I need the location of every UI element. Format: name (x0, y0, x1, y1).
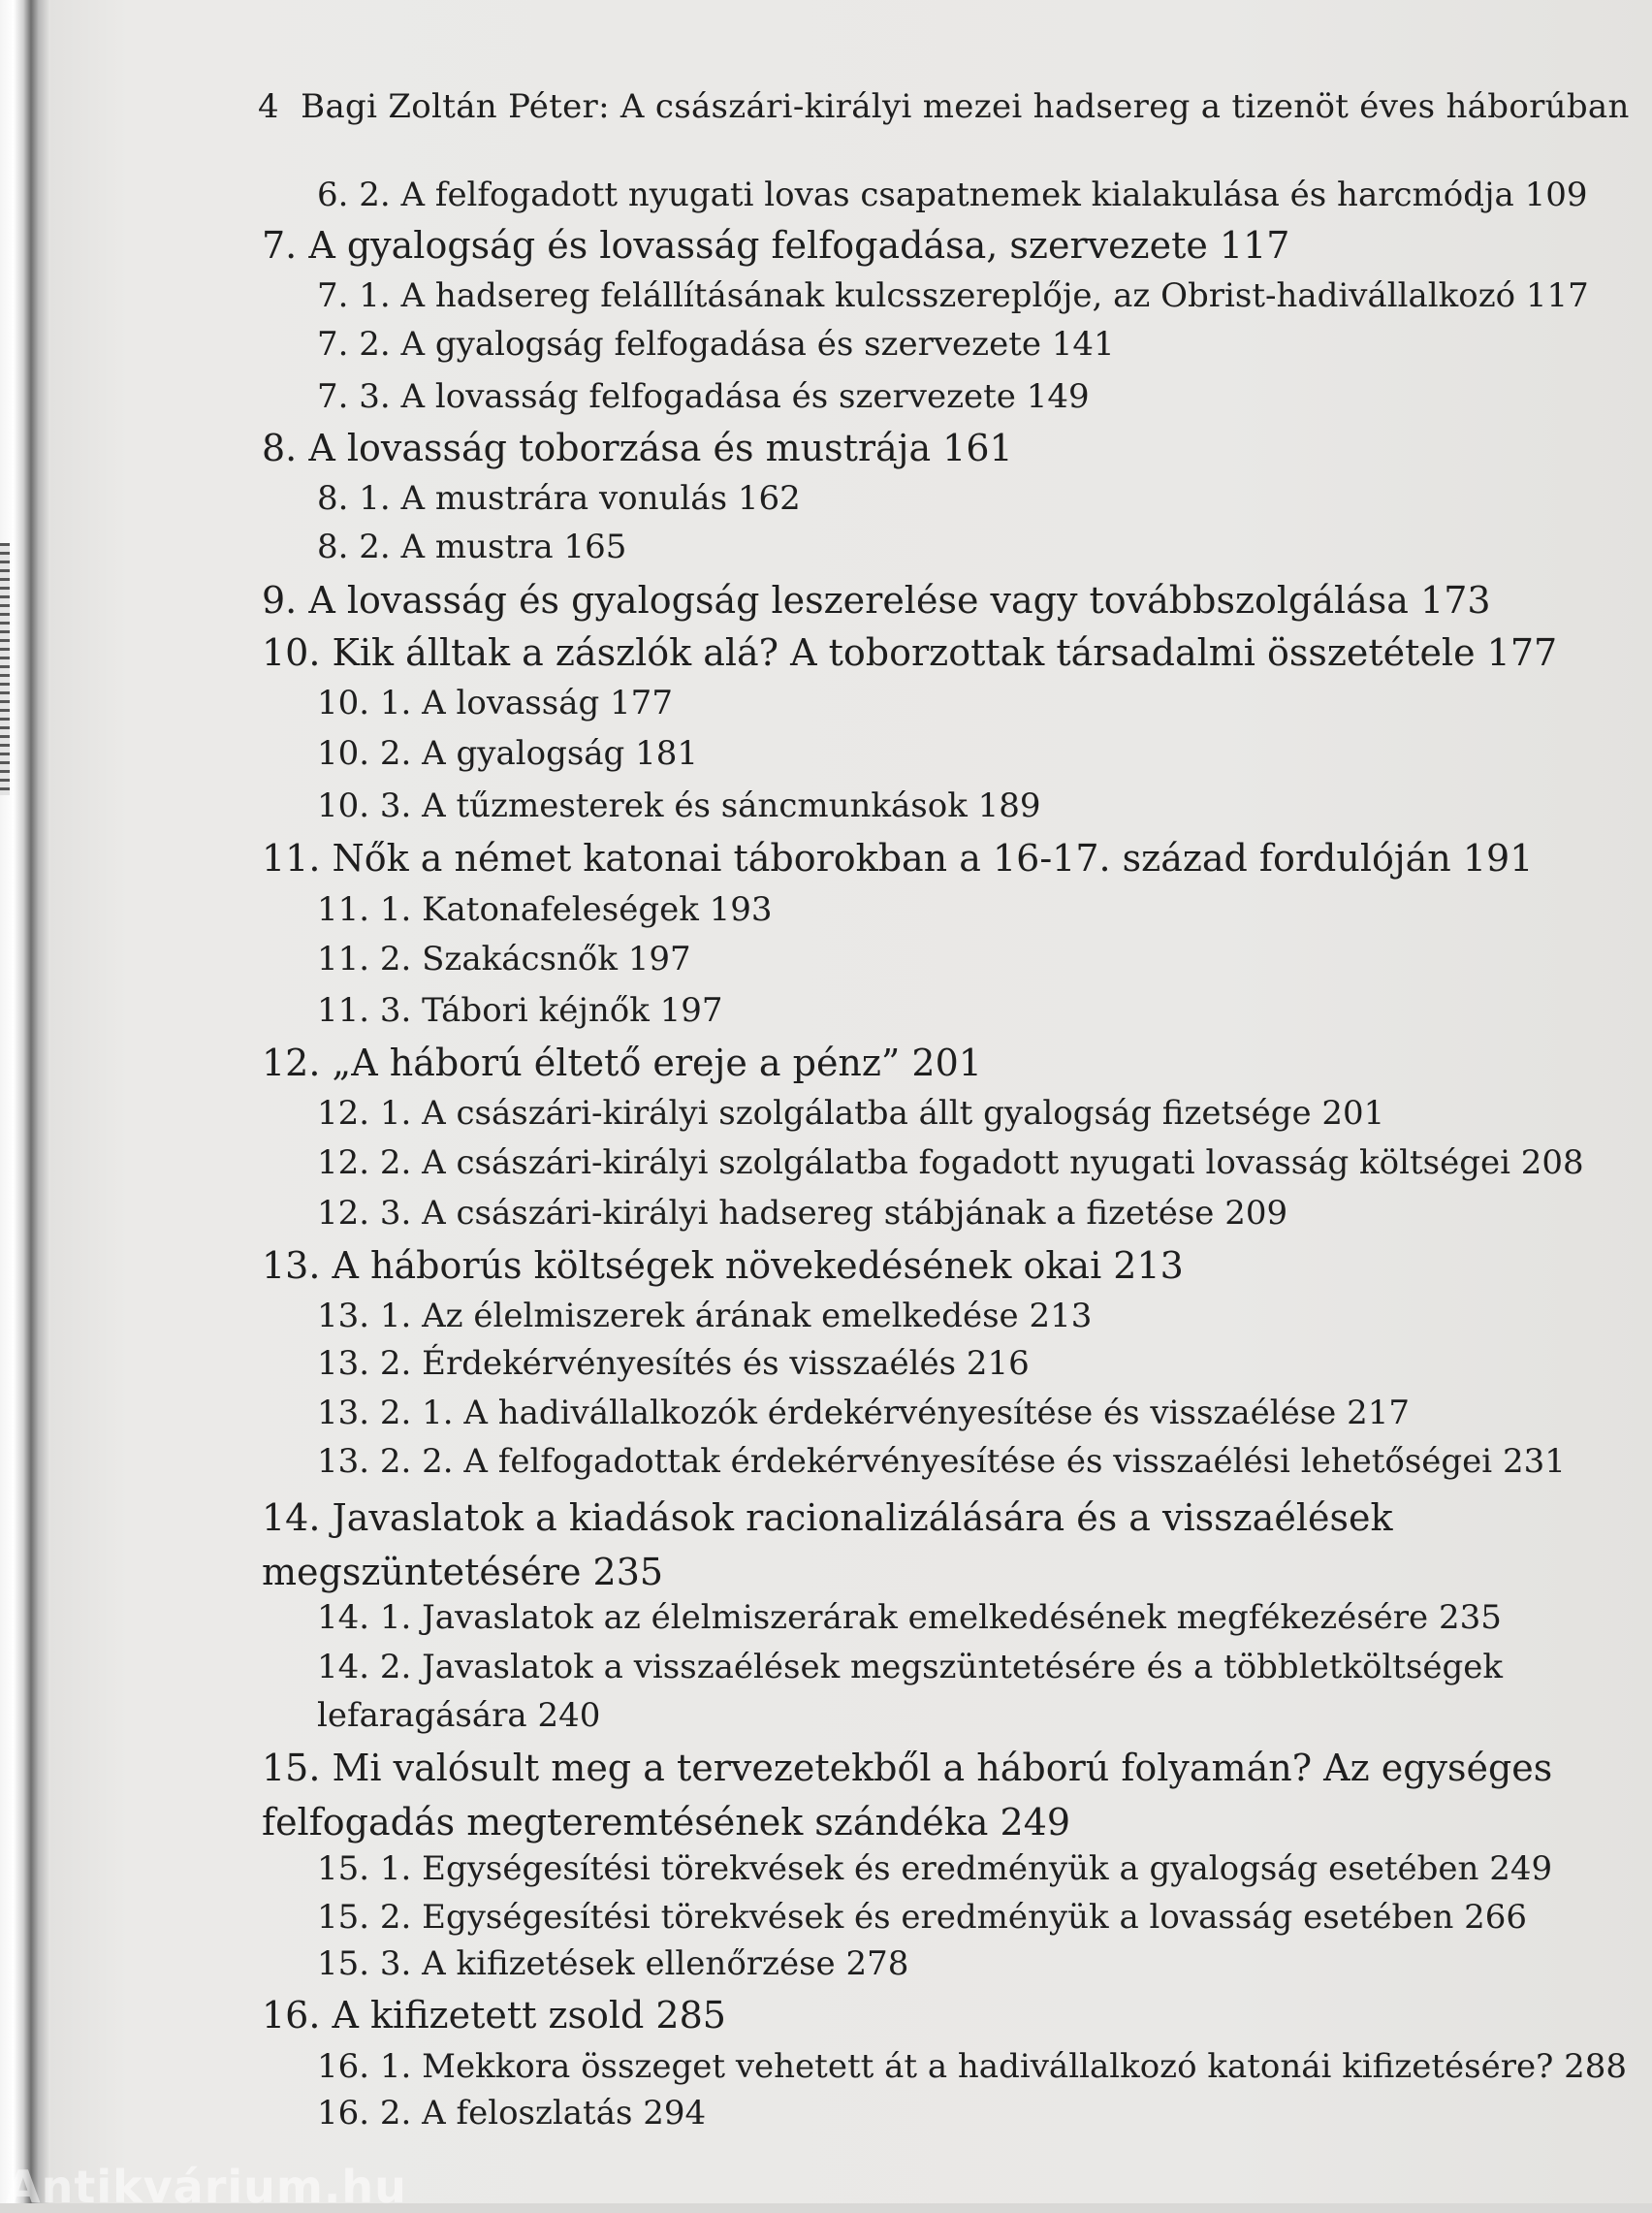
toc-entry: 7. 3. A lovasság felfogadása és szervezete 149 (317, 377, 1090, 416)
adjacent-page-edge (0, 543, 10, 795)
toc-chapter: 11. Nők a német katonai táborokban a 16-17. század fordulóján 191 (262, 837, 1534, 880)
toc-chapter: 10. Kik álltak a zászlók alá? A toborzottak társadalmi összetétele 177 (262, 631, 1558, 674)
toc-entry: 13. 2. 1. A hadivállalkozók érdekérvényesítése és visszaélése 217 (317, 1394, 1410, 1432)
toc-entry: 13. 2. 2. A felfogadottak érdekérvényesítése és visszaélési lehetőségei 231 (317, 1442, 1566, 1481)
toc-entry: 8. 1. A mustrára vonulás 162 (317, 479, 801, 518)
toc-entry: 10. 3. A tűzmesterek és sáncmunkások 189 (317, 786, 1041, 825)
toc-chapter: 8. A lovasság toborzása és mustrája 161 (262, 427, 1013, 469)
toc-chapter: 13. A háborús költségek növekedésének okai 213 (262, 1244, 1184, 1287)
book-binding (0, 0, 50, 2203)
toc-entry: 16. 1. Mekkora összeget vehetett át a hadivállalkozó katonái kifizetésére? 288 (317, 2047, 1628, 2086)
table-of-contents (50, 0, 1652, 2203)
toc-entry: 11. 3. Tábori kéjnők 197 (317, 991, 723, 1030)
running-title: Bagi Zoltán Péter: A császári-királyi mezei hadsereg a tizenöt éves háborúban (301, 87, 1630, 126)
toc-entry: 14. 1. Javaslatok az élelmiszerárak emelkedésének megfékezésére 235 (317, 1598, 1502, 1637)
toc-chapter: 16. A kifizetett zsold 285 (262, 1994, 726, 2037)
toc-entry: 8. 2. A mustra 165 (317, 528, 627, 566)
toc-entry: 12. 2. A császári-királyi szolgálatba fogadott nyugati lovasság költségei 208 (317, 1143, 1584, 1182)
toc-entry: 13. 2. Érdekérvényesítés és visszaélés 216 (317, 1344, 1030, 1383)
toc-entry: 16. 2. A feloszlatás 294 (317, 2094, 707, 2133)
toc-entry: 13. 1. Az élelmiszerek árának emelkedése 213 (317, 1297, 1093, 1335)
watermark: Antikvárium.hu (6, 2161, 407, 2213)
toc-entry: 6. 2. A felfogadott nyugati lovas csapatnemek kialakulása és harcmódja 109 (317, 176, 1588, 214)
page-number: 4 (258, 87, 279, 126)
toc-chapter: 12. „A háború éltető ereje a pénz” 201 (262, 1042, 982, 1084)
book-page (50, 0, 1652, 2203)
toc-entry: 11. 1. Katonafeleségek 193 (317, 890, 773, 929)
toc-entry: 11. 2. Szakácsnők 197 (317, 940, 691, 978)
toc-entry: 12. 1. A császári-királyi szolgálatba állt gyalogság fizetsége 201 (317, 1094, 1385, 1133)
toc-chapter: 7. A gyalogság és lovasság felfogadása, szervezete 117 (262, 224, 1290, 267)
toc-entry: 7. 2. A gyalogság felfogadása és szervezete 141 (317, 325, 1115, 364)
toc-chapter: 15. Mi valósult meg a tervezetekből a háború folyamán? Az egységes felfogadás megteremtésének szándéka 249 (262, 1747, 1553, 1844)
toc-entry: 10. 2. A gyalogság 181 (317, 734, 699, 773)
toc-entry: 7. 1. A hadsereg felállításának kulcsszereplője, az Obrist-hadivállalkozó 117 (317, 276, 1589, 315)
toc-chapter: 9. A lovasság és gyalogság leszerelése vagy továbbszolgálása 173 (262, 579, 1491, 622)
toc-entry: 15. 2. Egységesítési törekvések és eredményük a lovasság esetében 266 (317, 1898, 1528, 1937)
toc-entry: 10. 1. A lovasság 177 (317, 684, 673, 722)
toc-entry: 15. 3. A kifizetések ellenőrzése 278 (317, 1944, 909, 1983)
toc-chapter: 14. Javaslatok a kiadások racionalizálására és a visszaélések megszüntetésére 235 (262, 1496, 1393, 1593)
toc-entry: 12. 3. A császári-királyi hadsereg stábjának a fizetése 209 (317, 1194, 1288, 1233)
toc-entry: 15. 1. Egységesítési törekvések és eredményük a gyalogság esetében 249 (317, 1849, 1553, 1888)
toc-entry: 14. 2. Javaslatok a visszaélések megszüntetésére és a többletköltségek lefaragására 240 (317, 1648, 1504, 1735)
